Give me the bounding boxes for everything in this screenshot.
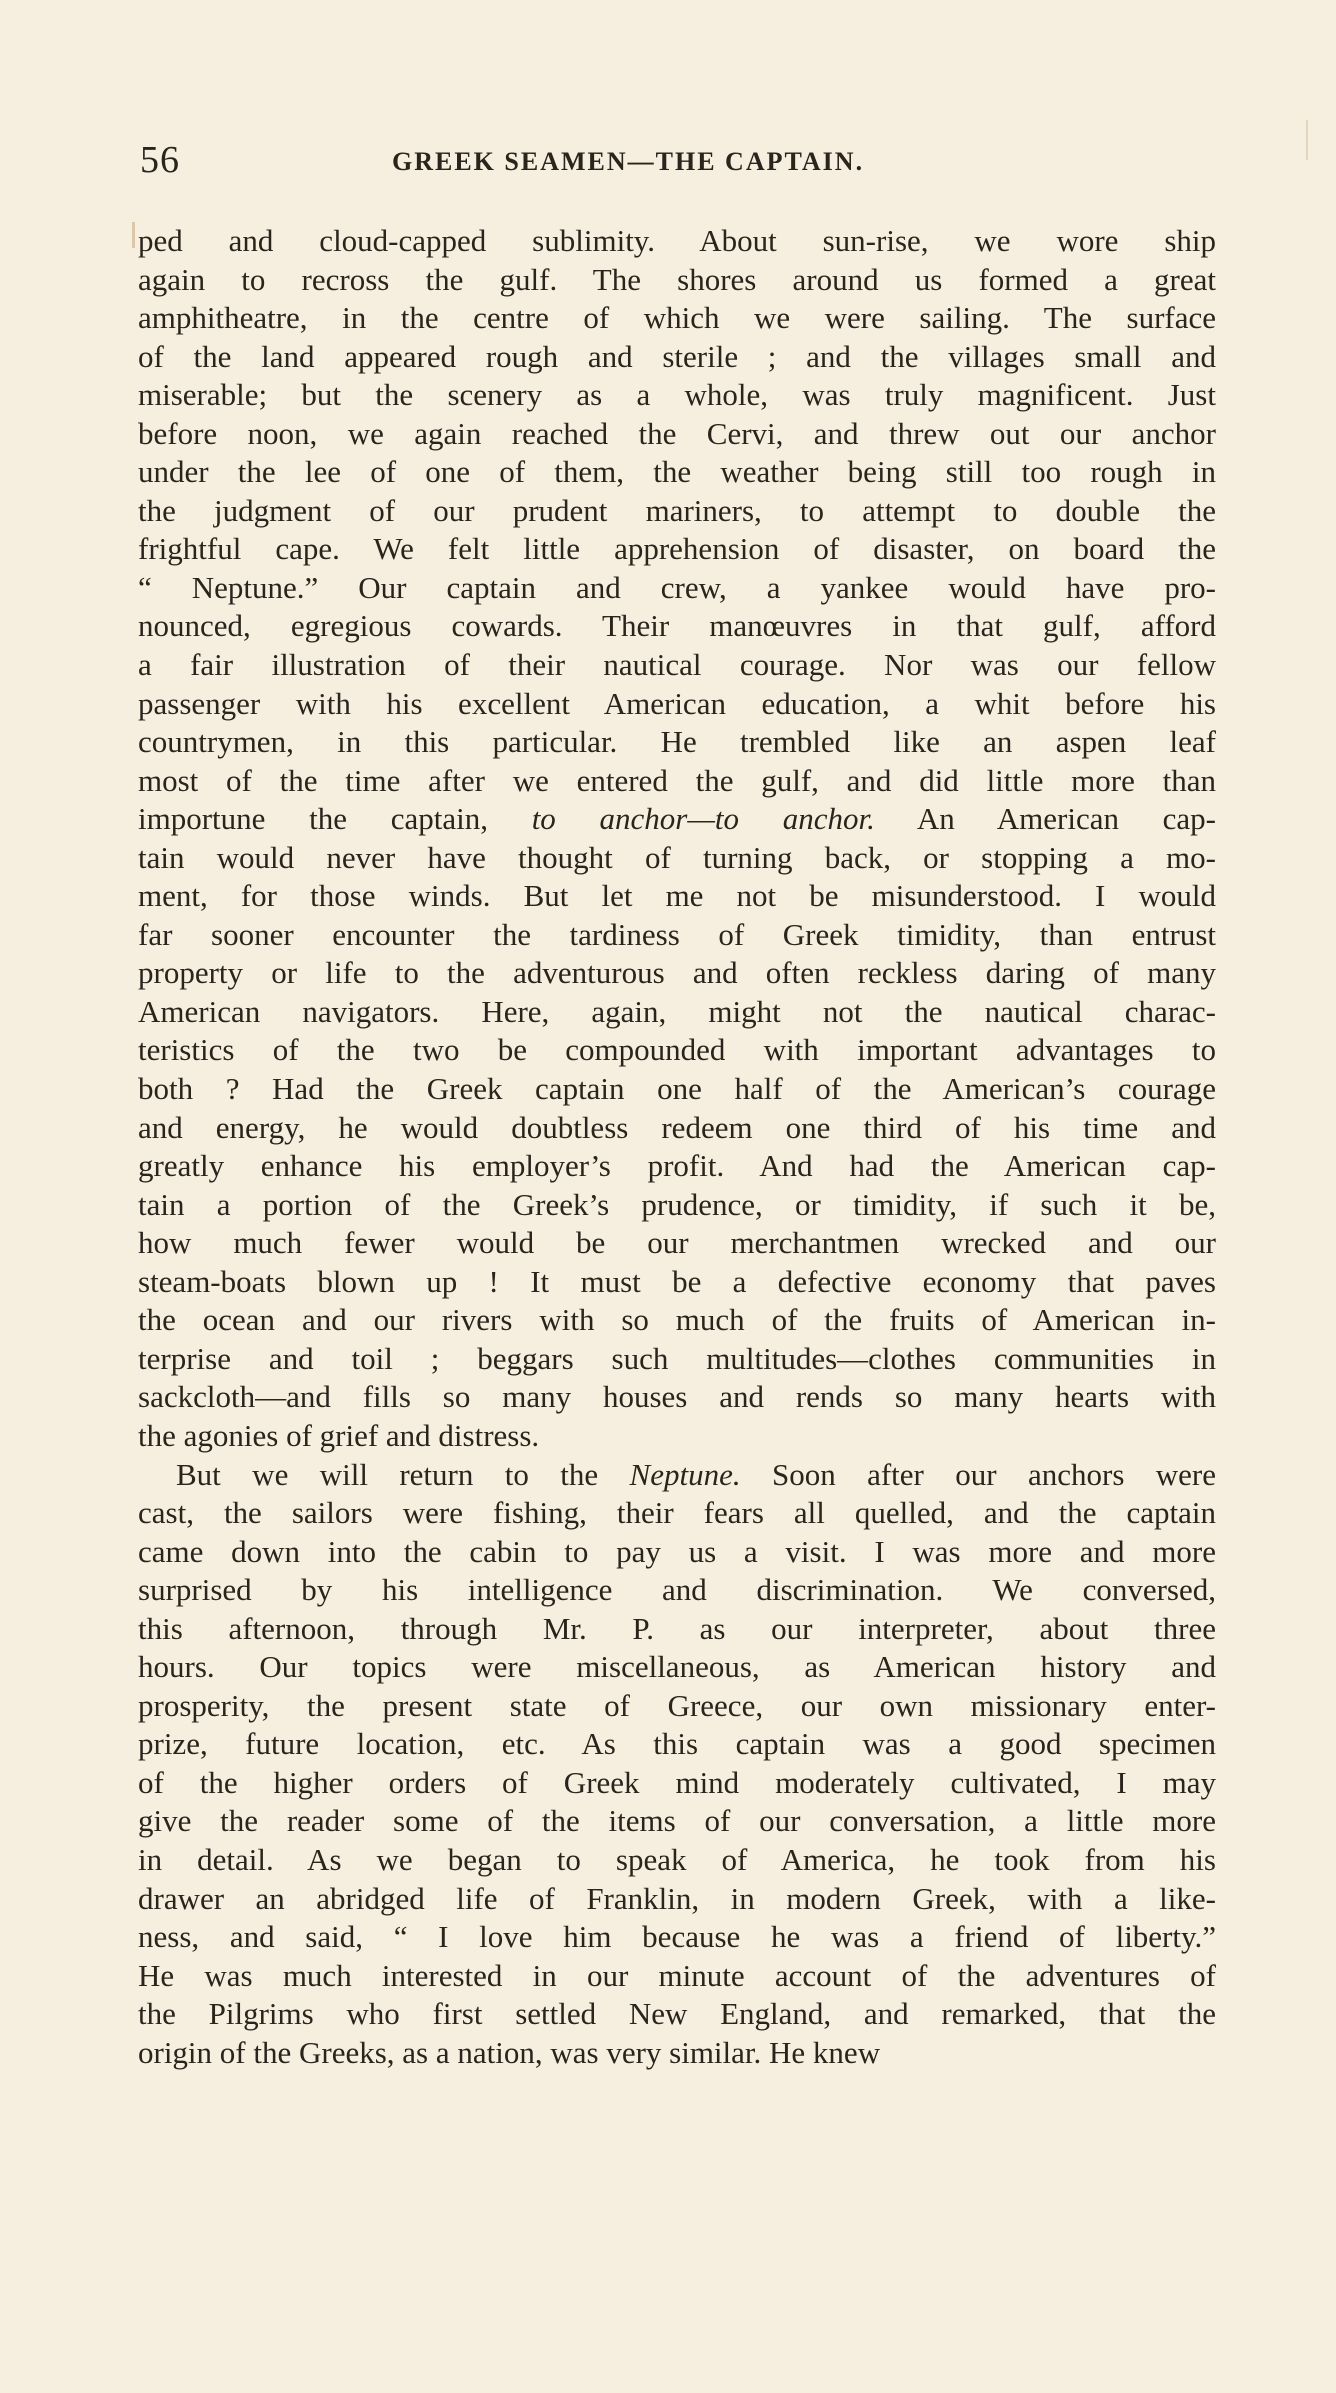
- text-line: the ocean and our rivers with so much of the fruits of American in-: [138, 1302, 1216, 1338]
- text-line: this afternoon, through Mr. P. as our interpreter, about three: [138, 1610, 1216, 1646]
- text-line: of the land appeared rough and sterile ; and the villages small and: [138, 338, 1216, 374]
- margin-speck: [132, 222, 135, 248]
- text-line: ness, and said, “ I love him because he was a friend of liberty.”: [138, 1919, 1216, 1955]
- text-line: [138, 1456, 1216, 1495]
- text-line: and energy, he would doubtless redeem one third of his time and: [138, 1109, 1216, 1145]
- text-line: amphitheatre, in the centre of which we were sailing. The surface: [138, 300, 1216, 336]
- text-line: far sooner encounter the tardiness of Greek timidity, than entrust: [138, 916, 1216, 952]
- text-line: the Pilgrims who first settled New England, and remarked, that the: [138, 1996, 1216, 2032]
- text-line: miserable; but the scenery as a whole, was truly magnificent. Just: [138, 377, 1216, 413]
- italic-text-run: to anchor—to anchor.: [531, 801, 875, 837]
- text-line: prize, future location, etc. As this captain was a good specimen: [138, 1726, 1216, 1762]
- text-line: a fair illustration of their nautical courage. Nor was our fellow: [138, 647, 1216, 683]
- text-line: of the higher orders of Greek mind moderately cultivated, I may: [138, 1764, 1216, 1800]
- text-line: American navigators. Here, again, might not the nautical charac-: [138, 993, 1216, 1029]
- text-run: An American cap-: [874, 801, 1216, 837]
- text-line: greatly enhance his employer’s profit. And had the American cap-: [138, 1148, 1216, 1184]
- text-line: steam-boats blown up ! It must be a defective economy that paves: [138, 1263, 1216, 1299]
- text-run: Soon after our anchors were: [740, 1456, 1216, 1492]
- text-line: both ? Had the Greek captain one half of the American’s courage: [138, 1071, 1216, 1107]
- text-line: the agonies of grief and distress.: [138, 1417, 540, 1453]
- text-line: [138, 800, 1216, 839]
- text-line: give the reader some of the items of our conversation, a little more: [138, 1803, 1216, 1839]
- page-header: [140, 138, 1215, 188]
- text-line: tain would never have thought of turning back, or stopping a mo-: [138, 839, 1216, 875]
- text-line: passenger with his excellent American education, a whit before his: [138, 685, 1216, 721]
- italic-text-run: Neptune.: [629, 1456, 741, 1492]
- margin-speck: [1306, 120, 1308, 160]
- text-line: terprise and toil ; beggars such multitudes—clothes communities in: [138, 1340, 1216, 1376]
- text-line: surprised by his intelligence and discrimination. We conversed,: [138, 1572, 1216, 1608]
- text-line: how much fewer would be our merchantmen wrecked and our: [138, 1225, 1216, 1261]
- text-line: frightful cape. We felt little apprehension of disaster, on board the: [138, 531, 1216, 567]
- text-run: But we will return to the: [176, 1456, 630, 1492]
- page-number: 56: [140, 139, 180, 181]
- text-line: before noon, we again reached the Cervi, and threw out our anchor: [138, 415, 1216, 451]
- text-line: ped and cloud-capped sublimity. About sun-rise, we wore ship: [138, 223, 1216, 258]
- text-line: He was much interested in our minute account of the adventures of: [138, 1957, 1216, 1993]
- text-line: property or life to the adventurous and often reckless daring of many: [138, 955, 1216, 991]
- text-run: importune the captain,: [138, 801, 532, 837]
- text-line: ment, for those winds. But let me not be misunderstood. I would: [138, 878, 1216, 914]
- text-line: teristics of the two be compounded with important advantages to: [138, 1032, 1216, 1068]
- text-line: sackcloth—and fills so many houses and rends so many hearts with: [138, 1379, 1216, 1415]
- running-head: GREEK SEAMEN—THE CAPTAIN.: [392, 147, 865, 176]
- text-line: in detail. As we began to speak of America, he took from his: [138, 1841, 1216, 1877]
- text-line: origin of the Greeks, as a nation, was very similar. He knew: [138, 2034, 881, 2070]
- text-line: prosperity, the present state of Greece, our own missionary enter-: [138, 1687, 1216, 1723]
- text-line: tain a portion of the Greek’s prudence, or timidity, if such it be,: [138, 1186, 1216, 1222]
- text-line: most of the time after we entered the gulf, and did little more than: [138, 762, 1216, 798]
- text-line: came down into the cabin to pay us a visit. I was more and more: [138, 1533, 1216, 1569]
- text-line: “ Neptune.” Our captain and crew, a yankee would have pro-: [138, 569, 1216, 605]
- text-line: again to recross the gulf. The shores around us formed a great: [138, 261, 1216, 297]
- text-line: under the lee of one of them, the weather being still too rough in: [138, 454, 1216, 490]
- text-line: nounced, egregious cowards. Their manœuvres in that gulf, afford: [138, 608, 1216, 644]
- text-line: drawer an abridged life of Franklin, in modern Greek, with a like-: [138, 1880, 1216, 1916]
- text-line: cast, the sailors were fishing, their fears all quelled, and the captain: [138, 1495, 1216, 1531]
- text-line: countrymen, in this particular. He trembled like an aspen leaf: [138, 724, 1216, 760]
- text-line: the judgment of our prudent mariners, to attempt to double the: [138, 492, 1216, 528]
- text-line: hours. Our topics were miscellaneous, as American history and: [138, 1649, 1216, 1685]
- body-text: [138, 222, 1216, 2072]
